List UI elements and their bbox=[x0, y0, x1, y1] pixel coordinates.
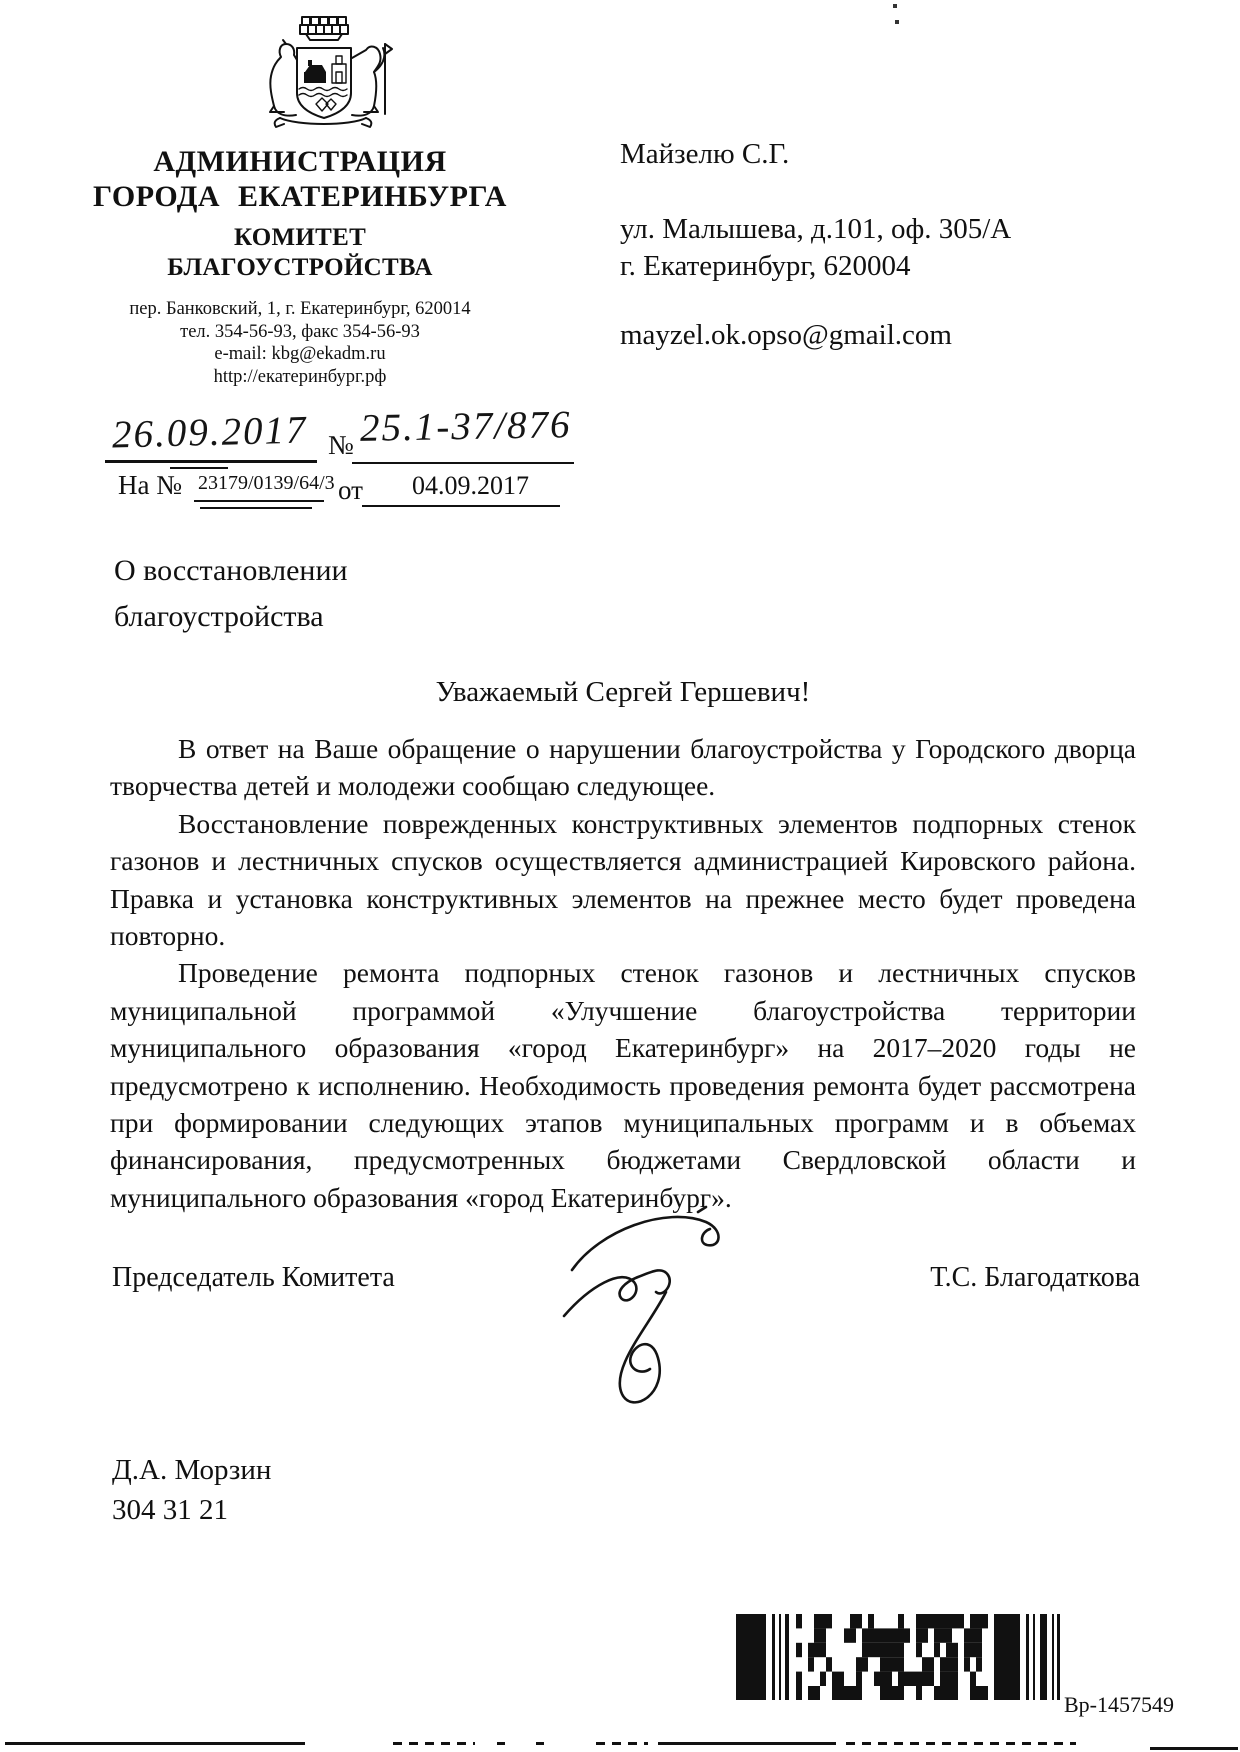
incoming-date: 04.09.2017 bbox=[412, 471, 529, 500]
date-underline-2 bbox=[170, 467, 228, 469]
scan-artifact-line bbox=[5, 1742, 305, 1745]
letter-body bbox=[110, 730, 1136, 1216]
barcode-label: Вр-1457549 bbox=[1064, 1692, 1174, 1717]
org-name-line1: АДМИНИСТРАЦИЯ bbox=[153, 145, 447, 178]
signatory-name: Т.С. Благодаткова bbox=[930, 1262, 1140, 1293]
letterhead-contacts bbox=[78, 298, 522, 388]
recipient-address-line1: ул. Малышева, д.101, оф. 305/А bbox=[620, 213, 1012, 245]
recipient-name: Майзелю С.Г. bbox=[620, 138, 790, 170]
incoming-date-underline bbox=[362, 505, 560, 507]
scan-artifact-line bbox=[596, 1742, 648, 1745]
scan-artifact-dot bbox=[893, 4, 897, 8]
date-underline bbox=[105, 460, 317, 463]
recipient-address-line2: г. Екатеринбург, 620004 bbox=[620, 250, 911, 282]
letterhead-email: e-mail: kbg@ekadm.ru bbox=[214, 344, 386, 364]
body-paragraph-2: Восстановление поврежденных конструктивных элементов подпорных стенок газонов и лестничных спусков осуществляется администрацией Кировского района. Правка и установка конструктивных элементов на прежнее место будет проведена повторно. bbox=[110, 807, 1136, 952]
scan-artifact-line bbox=[393, 1742, 475, 1745]
outgoing-number-handwritten: 25.1-37/876 bbox=[359, 403, 572, 450]
letterhead bbox=[78, 144, 522, 388]
scan-artifact-line bbox=[497, 1742, 505, 1745]
executor-phone: 304 31 21 bbox=[112, 1494, 228, 1526]
scan-artifact-dot bbox=[895, 20, 899, 24]
incoming-number: 23179/0139/64/3 bbox=[198, 472, 335, 494]
outgoing-date-handwritten: 26.09.2017 bbox=[111, 408, 309, 457]
recipient-email: mayzel.ok.opso@gmail.com bbox=[620, 319, 952, 351]
body-paragraph-3: Проведение ремонта подпорных стенок газонов и лестничных спусков муниципальной программой «Улучшение благоустройства территории муниципального образования «город Екатеринбург» на 2017–2020 годы не предусмотрено к исполнению. Необходимость проведения ремонта будет рассмотрена при формировании следующих этапов муниципальных программ и в объемах финансирования, предусмотренных бюджетами Свердловской области и муниципального образования «город Екатеринбург». bbox=[110, 957, 1136, 1213]
committee-line2: БЛАГОУСТРОЙСТВА bbox=[167, 254, 433, 281]
letterhead-phone: тел. 354-56-93, факс 354-56-93 bbox=[180, 321, 420, 342]
scan-artifact-line bbox=[536, 1742, 544, 1745]
letterhead-address: пер. Банковский, 1, г. Екатеринбург, 620014 bbox=[129, 299, 471, 319]
number-underline bbox=[352, 462, 574, 464]
subject-line2: благоустройства bbox=[114, 600, 324, 633]
incoming-number-underline-2 bbox=[200, 507, 312, 509]
signatory-title: Председатель Комитета bbox=[112, 1262, 395, 1293]
salutation: Уважаемый Сергей Гершевич! bbox=[435, 676, 811, 708]
executor-block bbox=[112, 1450, 271, 1530]
incoming-number-underline bbox=[194, 500, 324, 502]
scan-artifact-line bbox=[1150, 1747, 1238, 1750]
scan-artifact-line bbox=[846, 1742, 1076, 1745]
from-label: от bbox=[338, 475, 363, 505]
yekaterinburg-coat-of-arms-icon bbox=[250, 16, 394, 138]
signature-autograph bbox=[548, 1196, 762, 1430]
executor-name: Д.А. Морзин bbox=[112, 1454, 272, 1486]
barcode-image bbox=[736, 1614, 1060, 1700]
reply-prefix: На № bbox=[118, 470, 182, 500]
committee-line1: КОМИТЕТ bbox=[233, 224, 367, 251]
number-sign: № bbox=[328, 430, 354, 460]
recipient-block bbox=[620, 136, 1011, 354]
body-paragraph-1: В ответ на Ваше обращение о нарушении благоустройства у Городского дворца творчества детей и молодежи сообщаю следующее. bbox=[110, 733, 1136, 802]
scan-artifact-line bbox=[658, 1742, 836, 1745]
letterhead-website: http://екатеринбург.рф bbox=[213, 366, 387, 387]
subject-block bbox=[114, 548, 348, 640]
subject-line1: О восстановлении bbox=[114, 554, 348, 587]
org-name-line2: ГОРОДА ЕКАТЕРИНБУРГА bbox=[93, 180, 507, 213]
